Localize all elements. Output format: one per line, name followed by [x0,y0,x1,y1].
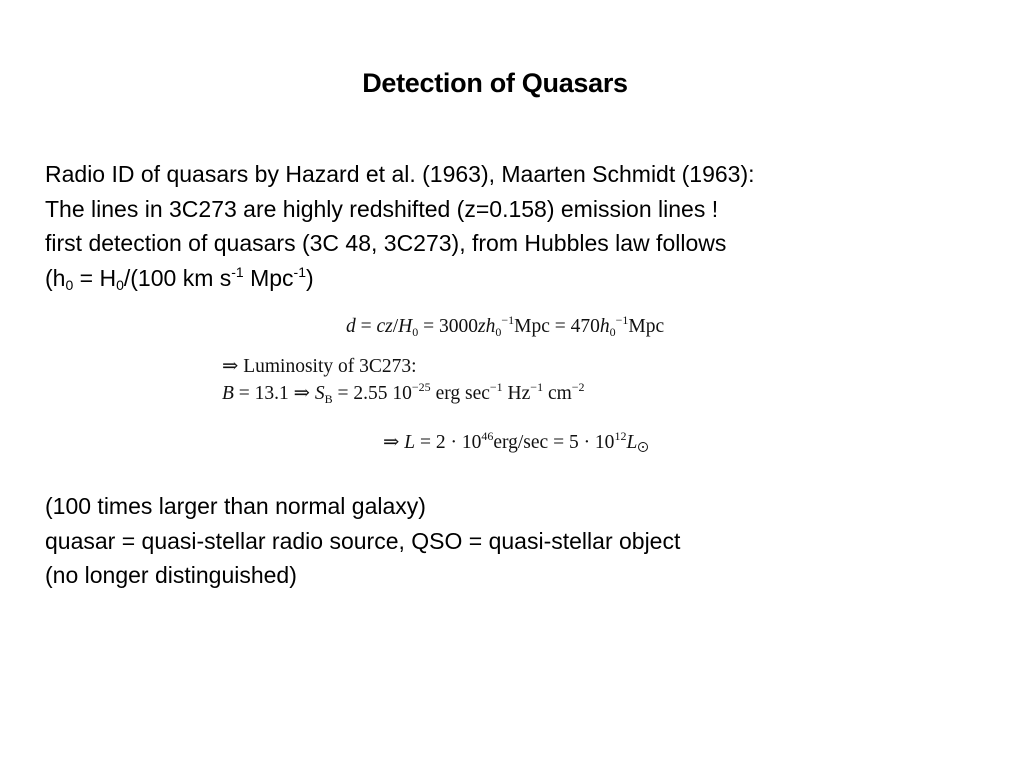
intro-line-1: Radio ID of quasars by Hazard et al. (1963), Maarten Schmidt (1963): [45,161,755,187]
formula-h-sub: 0 [609,325,616,339]
formula-slash: / [392,316,399,337]
formula-flux-value: = 2.55 10 [332,383,412,404]
hubble-unit-text: /(100 km s [123,264,232,291]
formula-S-sub: B [324,392,333,406]
formula-h-sup: −1 [615,313,629,327]
outro-line-1: (100 times larger than normal galaxy) [45,493,426,519]
formula-H: H [398,316,413,337]
formula-S: S [314,383,325,404]
intro-line-4 [45,261,1005,296]
formula-zh-sup: −1 [501,313,515,327]
formula-L-value: = 2 · 10 [415,432,482,453]
intro-line-3: first detection of quasars (3C 48, 3C273), from Hubbles law follows [45,230,727,256]
hubble-h-subscript: 0 [65,276,74,293]
formula-eq: = [355,316,377,337]
formula-erg-per-sec: erg/sec = 5 · 10 [493,432,615,453]
formula-hz-exp: −1 [530,380,544,394]
formula-zh: zh [478,316,496,337]
intro-line-2: The lines in 3C273 are highly redshifted (z=0.158) emission lines ! [45,195,719,222]
luminosity-heading: ⇒ Luminosity of 3C273: [222,356,417,377]
formula-sec-exp: −1 [489,380,503,394]
formula-erg-sec: erg sec [430,383,490,404]
hubble-H-text: = H [73,264,117,291]
formula-B: B [222,383,234,404]
solar-symbol-icon [638,442,648,452]
formula-arrow: ⇒ [383,432,405,453]
hubble-h-text: (h [45,264,66,291]
formula-hz: Hz [502,383,531,404]
distance-formula [346,313,665,339]
flux-formula [222,381,585,405]
hubble-unit-exponent: -1 [231,263,244,280]
intro-text [45,157,1005,295]
outro-text [45,489,1005,593]
slide-title: Detection of Quasars [362,68,628,98]
formula-Lsun-exp: 12 [614,429,627,443]
formula-3000: = 3000 [418,316,479,337]
formula-Lsun: L [626,432,638,453]
formula-H-sub: 0 [412,325,419,339]
formula-cm-exp: −2 [571,380,585,394]
formula-d: d [346,316,356,337]
formula-mpc-470: Mpc = 470 [514,316,600,337]
formula-zh-sub: 0 [495,325,502,339]
formula-L-exp: 46 [481,429,494,443]
hubble-close-paren: ) [306,264,314,291]
outro-line-2: quasar = quasi-stellar radio source, QSO = quasi-stellar object [45,527,681,554]
outro-line-3: (no longer distinguished) [45,562,297,588]
formula-L: L [404,432,416,453]
hubble-mpc-exponent: -1 [293,263,306,280]
formula-mpc: Mpc [628,316,665,337]
formula-h: h [599,316,610,337]
hubble-H-subscript: 0 [116,276,124,293]
formula-cm: cm [543,383,572,404]
hubble-unit-mpc: Mpc [243,264,294,291]
luminosity-formula [383,430,648,454]
formula-flux-exp: −25 [411,380,431,394]
formula-cz: cz [376,316,393,337]
formula-B-value: = 13.1 ⇒ [233,383,315,404]
